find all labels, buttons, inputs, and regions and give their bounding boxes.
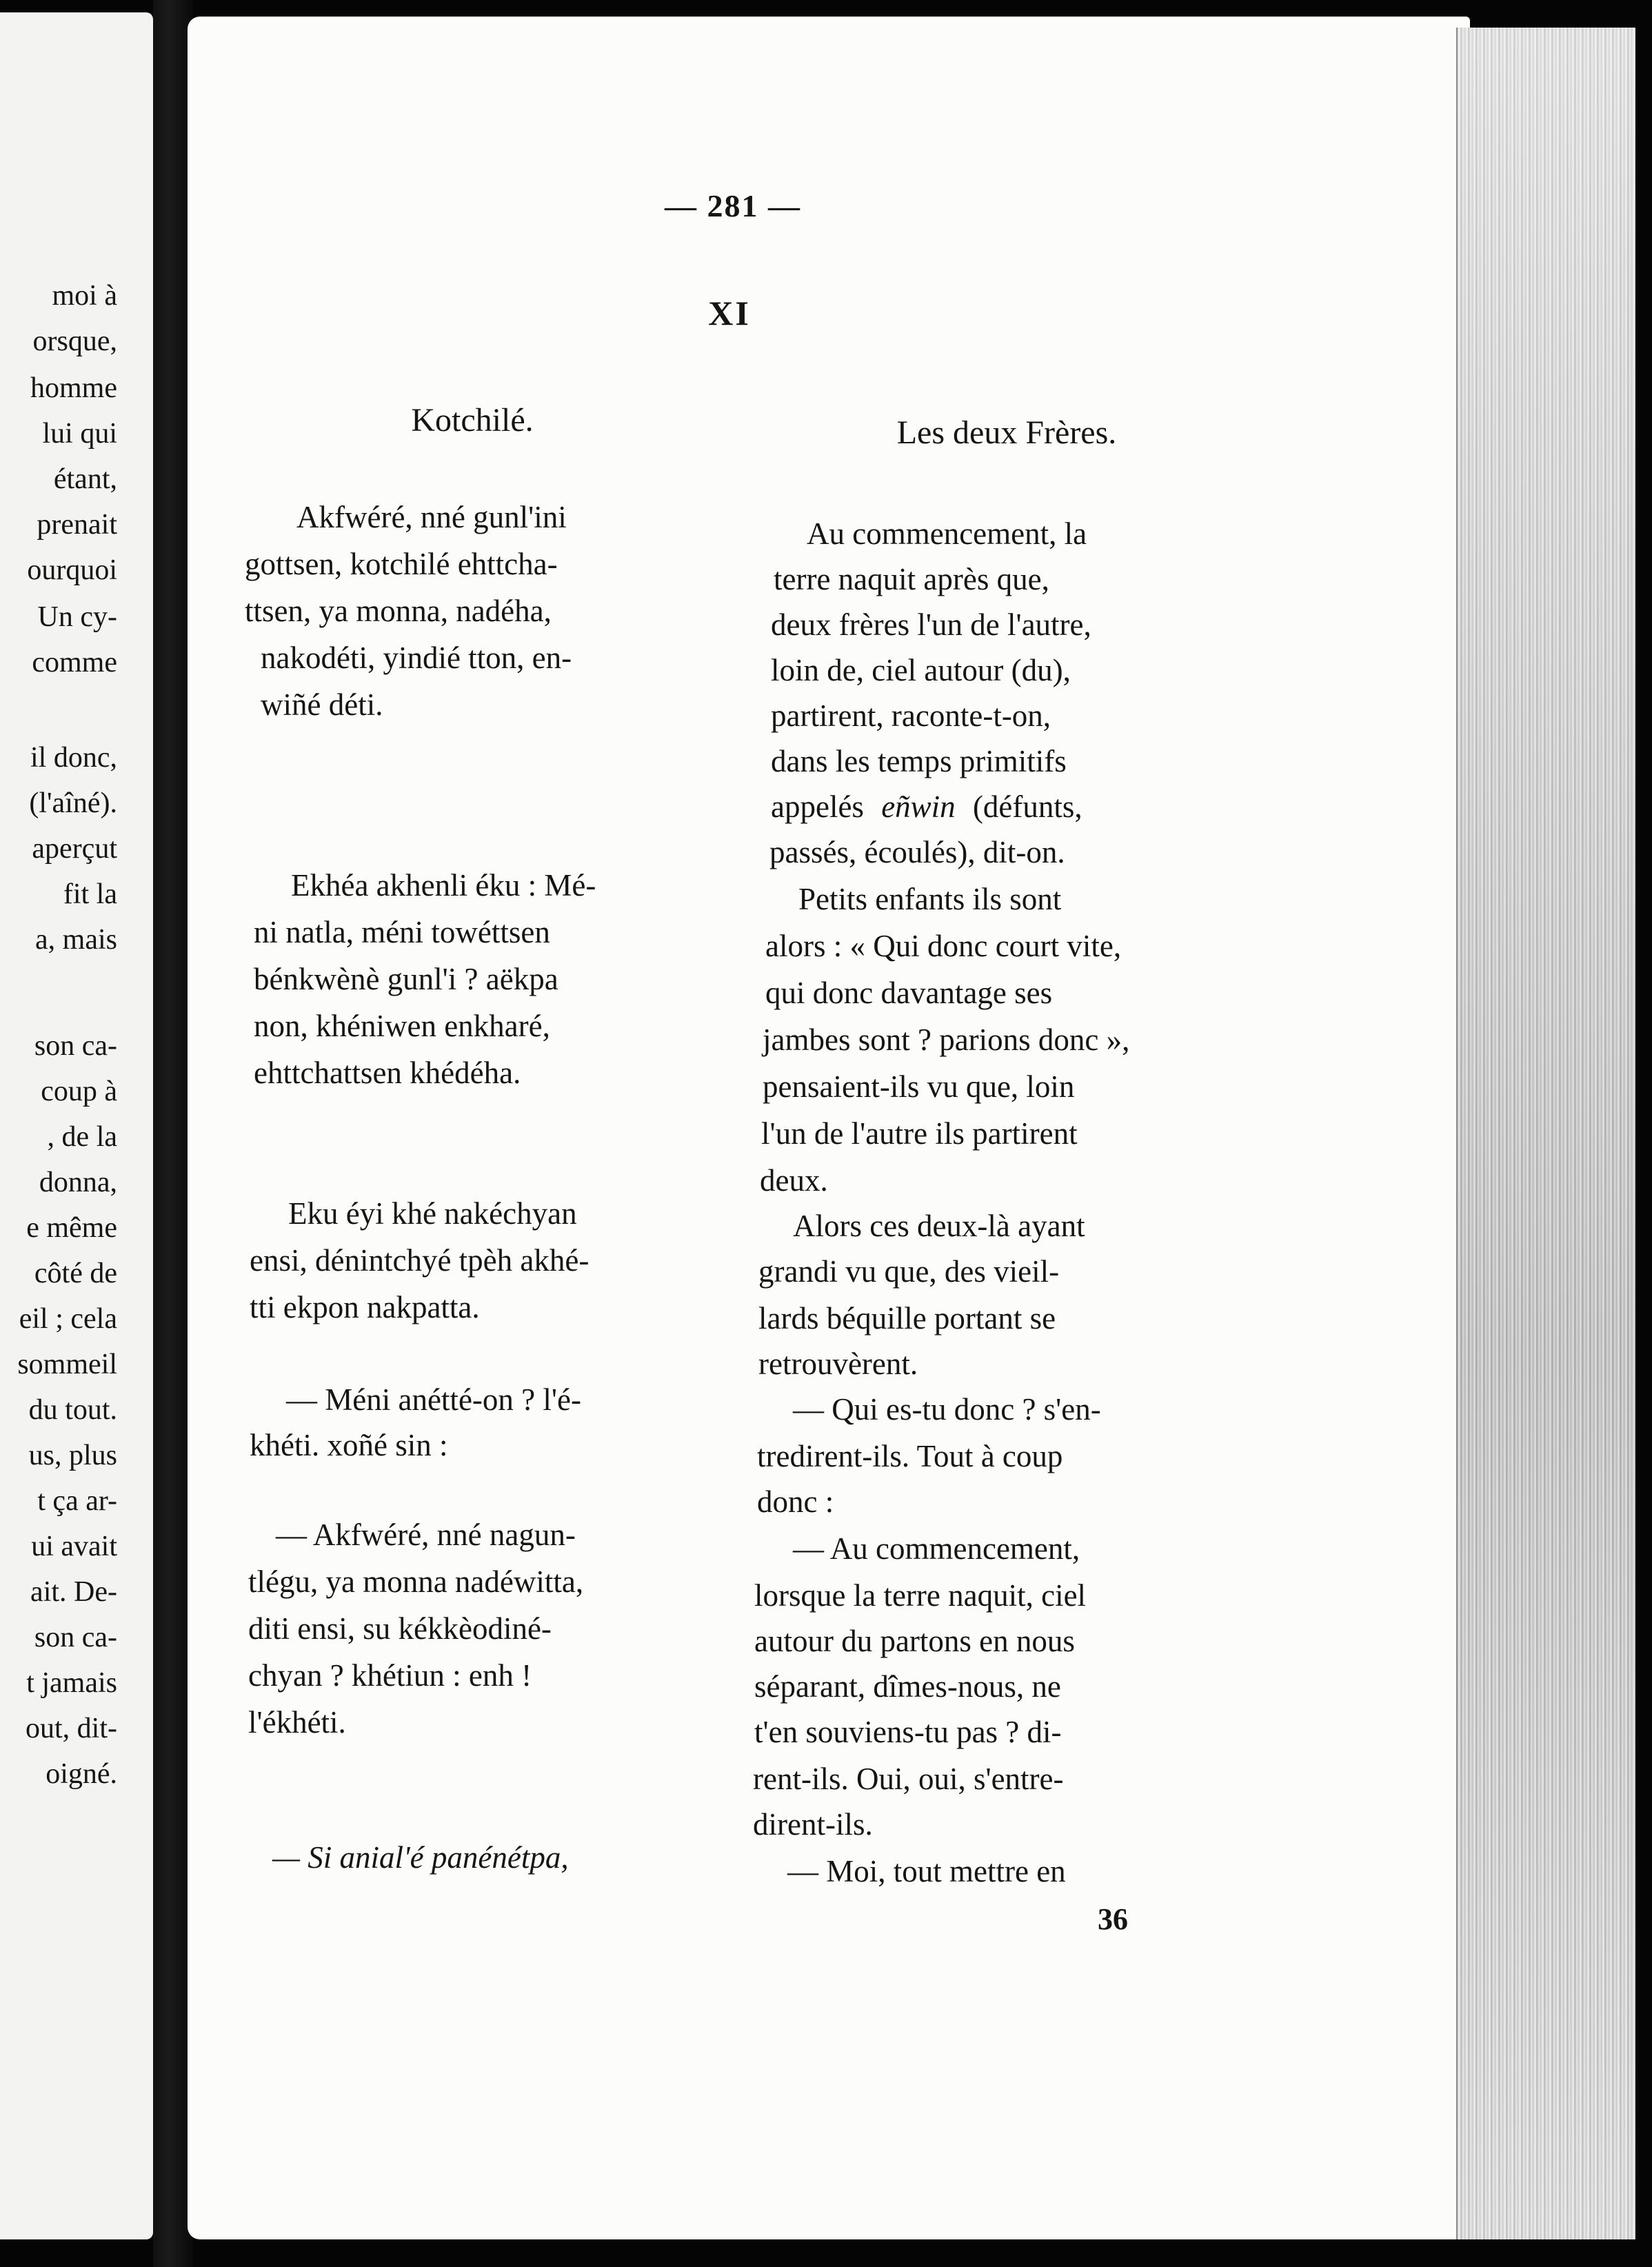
prev-page-line: t ça ar- [37, 1485, 117, 1517]
prev-page-line: t jamais [26, 1667, 117, 1699]
left-line: gottsen, kotchilé ehttcha- [245, 547, 558, 581]
prev-page-line: Un cy- [37, 601, 117, 633]
right-line: qui donc davantage ses [765, 976, 1053, 1010]
right-line: passés, écoulés), dit-on. [769, 835, 1065, 869]
right-line: tredirent-ils. Tout à coup [757, 1439, 1063, 1473]
left-line: ttsen, ya monna, nadéha, [245, 594, 552, 628]
prev-page-line: du tout. [28, 1394, 117, 1426]
right-line: séparant, dîmes-nous, ne [754, 1669, 1061, 1704]
right-line-part: (défunts, [972, 789, 1082, 824]
right-line: Petits enfants ils sont [798, 882, 1062, 916]
prev-page-line: comme [32, 647, 117, 678]
left-line: Akfwéré, nné gunl'ini [296, 500, 567, 534]
left-line: — Si anial'é panénétpa, [272, 1840, 569, 1875]
right-line: dans les temps primitifs [771, 744, 1067, 778]
right-line-italic: eñwin [881, 789, 956, 824]
right-line: — Qui es-tu donc ? s'en- [793, 1392, 1101, 1427]
left-line: — Méni anétté-on ? l'é- [286, 1382, 581, 1417]
prev-page-line: out, dit- [26, 1713, 117, 1744]
left-line: diti ensi, su kékkèodiné- [248, 1611, 552, 1646]
prev-page-line: donna, [39, 1167, 117, 1198]
left-line: chyan ? khétiun : enh ! [248, 1658, 532, 1693]
left-line: ensi, dénintchyé tpèh akhé- [250, 1243, 590, 1278]
chapter-number: XI [708, 294, 751, 332]
right-line: deux frères l'un de l'autre, [771, 607, 1091, 642]
left-line: tlégu, ya monna nadéwitta, [248, 1564, 584, 1599]
right-line [771, 789, 1082, 824]
prev-page-line: us, plus [28, 1440, 117, 1471]
page-number-header: — 281 — [665, 188, 801, 223]
right-line: lards béquille portant se [758, 1301, 1056, 1336]
right-line: Au commencement, la [807, 516, 1087, 551]
prev-page-line: a, mais [35, 924, 117, 956]
previous-page-fragment [0, 12, 153, 2239]
left-line: khéti. xoñé sin : [250, 1428, 448, 1462]
prev-page-line: ourquoi [27, 554, 117, 586]
right-line: — Au commencement, [793, 1531, 1080, 1566]
prev-page-line: étant, [53, 463, 117, 495]
right-line: grandi vu que, des vieil- [758, 1254, 1060, 1289]
right-line: donc : [757, 1484, 834, 1519]
prev-page-line: oigné. [46, 1758, 117, 1790]
prev-page-line: homme [30, 372, 117, 404]
prev-page-line: ui avait [31, 1531, 117, 1562]
prev-page-line: fit la [63, 878, 117, 910]
left-line: non, khéniwen enkharé, [254, 1009, 550, 1043]
left-line: ni natla, méni towéttsen [254, 915, 550, 949]
left-line: Eku éyi khé nakéchyan [288, 1196, 577, 1231]
prev-page-line: son ca- [34, 1622, 117, 1653]
signature-mark: 36 [1098, 1902, 1128, 1936]
right-line: autour du partons en nous [754, 1624, 1075, 1658]
prev-page-line: côté de [34, 1258, 117, 1289]
left-line: — Akfwéré, nné nagun- [276, 1518, 576, 1552]
left-line: Ekhéa akhenli éku : Mé- [291, 868, 596, 903]
prev-page-line: sommeil [17, 1349, 117, 1380]
right-line: rent-ils. Oui, oui, s'entre- [753, 1762, 1064, 1796]
right-line: lorsque la terre naquit, ciel [754, 1578, 1087, 1613]
left-column-title: Kotchilé. [411, 402, 534, 439]
right-line: Alors ces deux-là ayant [793, 1209, 1085, 1243]
right-line: deux. [760, 1163, 828, 1198]
right-column-title: Les deux Frères. [896, 414, 1117, 451]
right-line-part: appelés [771, 789, 864, 824]
right-line: loin de, ciel autour (du), [771, 653, 1071, 687]
left-line: tti ekpon nakpatta. [250, 1290, 480, 1324]
prev-page-line: orsque, [32, 325, 117, 357]
left-line: bénkwènè gunl'i ? aëkpa [254, 962, 558, 996]
right-line: — Moi, tout mettre en [787, 1854, 1066, 1888]
left-line: ehttchattsen khédéha. [254, 1056, 521, 1090]
prev-page-line: e même [26, 1212, 117, 1244]
right-line: t'en souviens-tu pas ? di- [754, 1715, 1062, 1749]
left-line: nakodéti, yindié tton, en- [261, 641, 572, 675]
prev-page-line: aperçut [32, 833, 117, 865]
prev-page-line: ait. De- [30, 1576, 117, 1608]
right-line: retrouvèrent. [758, 1347, 918, 1381]
right-line: jambes sont ? parions donc », [763, 1022, 1130, 1057]
left-line: l'ékhéti. [248, 1705, 346, 1740]
right-line: pensaient-ils vu que, loin [763, 1069, 1075, 1104]
right-line: l'un de l'autre ils partirent [761, 1116, 1078, 1151]
prev-page-line: , de la [47, 1121, 117, 1153]
right-line: dirent-ils. [753, 1807, 873, 1842]
prev-page-line: lui qui [42, 418, 117, 450]
prev-page-line: (l'aîné). [29, 787, 117, 819]
right-line: alors : « Qui donc court vite, [765, 929, 1122, 963]
right-line: partirent, raconte-t-on, [771, 698, 1051, 733]
prev-page-line: prenait [37, 509, 117, 541]
prev-page-line: eil ; cela [19, 1303, 117, 1335]
prev-page-line: son ca- [34, 1030, 117, 1062]
left-line: wiñé déti. [261, 687, 383, 722]
prev-page-line: moi à [52, 280, 117, 312]
page-edges [1456, 28, 1635, 2239]
right-line: terre naquit après que, [774, 562, 1049, 596]
prev-page-line: il donc, [30, 742, 117, 774]
prev-page-line: coup à [41, 1076, 117, 1107]
